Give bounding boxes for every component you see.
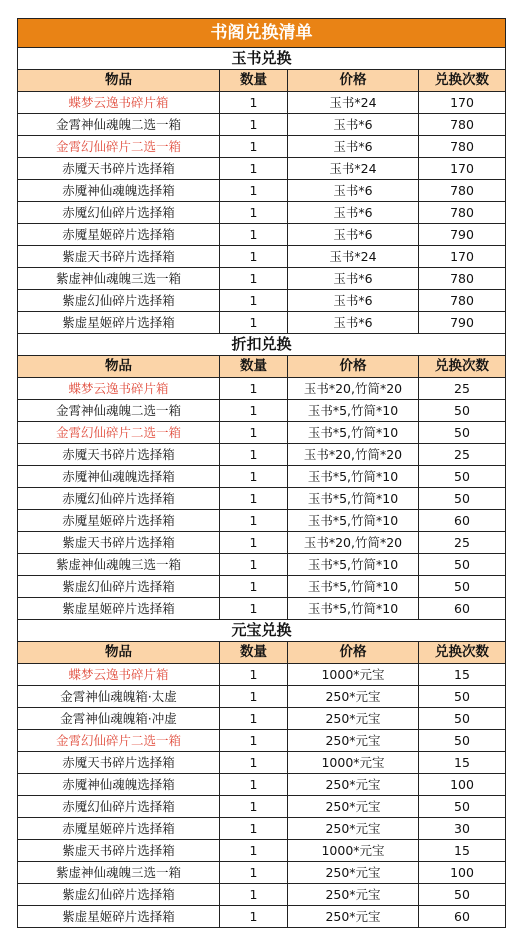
cell-exchange-count: 780	[419, 136, 506, 158]
section-title-row	[18, 48, 506, 70]
cell-price: 玉书*5,竹简*10	[288, 422, 419, 444]
table-row	[18, 862, 506, 884]
cell-quantity: 1	[220, 202, 288, 224]
table-row	[18, 312, 506, 334]
column-header-quantity: 数量	[220, 356, 288, 378]
cell-quantity: 1	[220, 576, 288, 598]
cell-quantity: 1	[220, 444, 288, 466]
cell-exchange-count: 15	[419, 840, 506, 862]
cell-exchange-count: 170	[419, 246, 506, 268]
cell-item-name: 赤魇星姬碎片选择箱	[18, 224, 220, 246]
cell-item-name: 紫虚天书碎片选择箱	[18, 246, 220, 268]
cell-price: 玉书*20,竹简*20	[288, 532, 419, 554]
cell-quantity: 1	[220, 884, 288, 906]
cell-exchange-count: 100	[419, 862, 506, 884]
cell-exchange-count: 50	[419, 400, 506, 422]
table-row	[18, 378, 506, 400]
cell-price: 250*元宝	[288, 862, 419, 884]
cell-exchange-count: 170	[419, 92, 506, 114]
column-header-row	[18, 70, 506, 92]
column-header-row	[18, 642, 506, 664]
table-row	[18, 114, 506, 136]
cell-exchange-count: 60	[419, 598, 506, 620]
cell-item-name: 赤魇星姬碎片选择箱	[18, 510, 220, 532]
cell-quantity: 1	[220, 268, 288, 290]
cell-price: 250*元宝	[288, 686, 419, 708]
cell-item-name: 紫虚幻仙碎片选择箱	[18, 576, 220, 598]
cell-price: 玉书*24	[288, 246, 419, 268]
table-row	[18, 884, 506, 906]
cell-price: 玉书*5,竹简*10	[288, 576, 419, 598]
table-row	[18, 488, 506, 510]
cell-exchange-count: 50	[419, 686, 506, 708]
table-row	[18, 246, 506, 268]
cell-exchange-count: 780	[419, 268, 506, 290]
column-header-item-name: 物品	[18, 70, 220, 92]
cell-price: 玉书*6	[288, 136, 419, 158]
table-row	[18, 224, 506, 246]
column-header-price: 价格	[288, 642, 419, 664]
cell-price: 玉书*5,竹简*10	[288, 554, 419, 576]
cell-quantity: 1	[220, 180, 288, 202]
cell-exchange-count: 50	[419, 422, 506, 444]
page-title: 书阁兑换清单	[18, 19, 506, 48]
column-header-price: 价格	[288, 70, 419, 92]
cell-price: 玉书*6	[288, 268, 419, 290]
cell-exchange-count: 790	[419, 312, 506, 334]
table-row	[18, 554, 506, 576]
cell-item-name: 紫虚星姬碎片选择箱	[18, 906, 220, 928]
cell-exchange-count: 780	[419, 114, 506, 136]
title-row	[18, 19, 506, 48]
cell-item-name: 紫虚神仙魂魄三选一箱	[18, 268, 220, 290]
cell-exchange-count: 25	[419, 444, 506, 466]
table-row	[18, 202, 506, 224]
cell-exchange-count: 60	[419, 906, 506, 928]
section-title: 折扣兑换	[18, 334, 506, 356]
cell-quantity: 1	[220, 246, 288, 268]
cell-item-name: 金霄神仙魂魄二选一箱	[18, 400, 220, 422]
table-row	[18, 422, 506, 444]
cell-quantity: 1	[220, 730, 288, 752]
cell-exchange-count: 780	[419, 180, 506, 202]
cell-price: 250*元宝	[288, 884, 419, 906]
cell-item-name: 金霄神仙魂魄箱·太虚	[18, 686, 220, 708]
cell-exchange-count: 780	[419, 202, 506, 224]
table-row	[18, 444, 506, 466]
cell-item-name: 赤魇神仙魂魄选择箱	[18, 774, 220, 796]
cell-item-name: 赤魇幻仙碎片选择箱	[18, 488, 220, 510]
cell-item-name: 金霄幻仙碎片二选一箱	[18, 422, 220, 444]
cell-price: 玉书*24	[288, 92, 419, 114]
cell-quantity: 1	[220, 114, 288, 136]
cell-price: 玉书*6	[288, 312, 419, 334]
cell-quantity: 1	[220, 224, 288, 246]
section-title: 玉书兑换	[18, 48, 506, 70]
cell-exchange-count: 50	[419, 576, 506, 598]
table-row	[18, 268, 506, 290]
cell-price: 1000*元宝	[288, 752, 419, 774]
cell-item-name: 金霄幻仙碎片二选一箱	[18, 136, 220, 158]
cell-exchange-count: 50	[419, 884, 506, 906]
cell-quantity: 1	[220, 532, 288, 554]
cell-quantity: 1	[220, 466, 288, 488]
cell-exchange-count: 60	[419, 510, 506, 532]
table-row	[18, 466, 506, 488]
cell-item-name: 蝶梦云逸书碎片箱	[18, 378, 220, 400]
cell-price: 玉书*5,竹简*10	[288, 400, 419, 422]
table-row	[18, 752, 506, 774]
cell-quantity: 1	[220, 554, 288, 576]
table-row	[18, 158, 506, 180]
cell-price: 玉书*5,竹简*10	[288, 510, 419, 532]
table-row	[18, 180, 506, 202]
column-header-price: 价格	[288, 356, 419, 378]
cell-item-name: 紫虚幻仙碎片选择箱	[18, 884, 220, 906]
table-row	[18, 400, 506, 422]
cell-price: 250*元宝	[288, 730, 419, 752]
cell-item-name: 赤魇天书碎片选择箱	[18, 158, 220, 180]
cell-price: 250*元宝	[288, 906, 419, 928]
cell-quantity: 1	[220, 708, 288, 730]
cell-exchange-count: 50	[419, 708, 506, 730]
column-header-item-name: 物品	[18, 642, 220, 664]
cell-price: 玉书*6	[288, 202, 419, 224]
table-row	[18, 840, 506, 862]
column-header-quantity: 数量	[220, 70, 288, 92]
column-header-exchange-count: 兑换次数	[419, 70, 506, 92]
cell-quantity: 1	[220, 840, 288, 862]
cell-price: 玉书*5,竹简*10	[288, 466, 419, 488]
cell-exchange-count: 30	[419, 818, 506, 840]
cell-quantity: 1	[220, 818, 288, 840]
cell-item-name: 紫虚天书碎片选择箱	[18, 532, 220, 554]
section-title-row	[18, 334, 506, 356]
table-row	[18, 136, 506, 158]
cell-price: 玉书*24	[288, 158, 419, 180]
exchange-table	[17, 18, 506, 928]
cell-quantity: 1	[220, 686, 288, 708]
cell-item-name: 赤魇幻仙碎片选择箱	[18, 796, 220, 818]
table-row	[18, 796, 506, 818]
cell-item-name: 紫虚神仙魂魄三选一箱	[18, 862, 220, 884]
table-row	[18, 290, 506, 312]
cell-quantity: 1	[220, 752, 288, 774]
cell-quantity: 1	[220, 774, 288, 796]
table-row	[18, 510, 506, 532]
section-title: 元宝兑换	[18, 620, 506, 642]
table-row	[18, 730, 506, 752]
cell-price: 玉书*5,竹简*10	[288, 488, 419, 510]
cell-quantity: 1	[220, 378, 288, 400]
cell-exchange-count: 15	[419, 752, 506, 774]
table-row	[18, 686, 506, 708]
cell-item-name: 紫虚星姬碎片选择箱	[18, 598, 220, 620]
cell-quantity: 1	[220, 136, 288, 158]
cell-item-name: 赤魇星姬碎片选择箱	[18, 818, 220, 840]
cell-exchange-count: 50	[419, 730, 506, 752]
cell-price: 250*元宝	[288, 774, 419, 796]
cell-item-name: 赤魇神仙魂魄选择箱	[18, 180, 220, 202]
cell-item-name: 紫虚幻仙碎片选择箱	[18, 290, 220, 312]
cell-quantity: 1	[220, 422, 288, 444]
table-row	[18, 532, 506, 554]
cell-exchange-count: 100	[419, 774, 506, 796]
cell-price: 玉书*6	[288, 180, 419, 202]
cell-quantity: 1	[220, 92, 288, 114]
cell-price: 玉书*5,竹简*10	[288, 598, 419, 620]
cell-price: 250*元宝	[288, 796, 419, 818]
cell-price: 玉书*6	[288, 224, 419, 246]
table-row	[18, 664, 506, 686]
cell-price: 玉书*20,竹简*20	[288, 444, 419, 466]
cell-item-name: 金霄幻仙碎片二选一箱	[18, 730, 220, 752]
cell-exchange-count: 50	[419, 796, 506, 818]
table-row	[18, 708, 506, 730]
cell-quantity: 1	[220, 290, 288, 312]
cell-exchange-count: 25	[419, 532, 506, 554]
cell-price: 玉书*6	[288, 290, 419, 312]
cell-item-name: 蝶梦云逸书碎片箱	[18, 92, 220, 114]
cell-item-name: 紫虚神仙魂魄三选一箱	[18, 554, 220, 576]
cell-price: 玉书*6	[288, 114, 419, 136]
cell-quantity: 1	[220, 796, 288, 818]
cell-quantity: 1	[220, 906, 288, 928]
column-header-exchange-count: 兑换次数	[419, 356, 506, 378]
column-header-item-name: 物品	[18, 356, 220, 378]
cell-quantity: 1	[220, 598, 288, 620]
cell-exchange-count: 170	[419, 158, 506, 180]
cell-price: 1000*元宝	[288, 664, 419, 686]
cell-quantity: 1	[220, 664, 288, 686]
cell-quantity: 1	[220, 488, 288, 510]
table-row	[18, 92, 506, 114]
cell-item-name: 蝶梦云逸书碎片箱	[18, 664, 220, 686]
column-header-row	[18, 356, 506, 378]
cell-exchange-count: 50	[419, 466, 506, 488]
cell-exchange-count: 25	[419, 378, 506, 400]
table-row	[18, 598, 506, 620]
cell-item-name: 赤魇神仙魂魄选择箱	[18, 466, 220, 488]
cell-quantity: 1	[220, 312, 288, 334]
cell-price: 玉书*20,竹简*20	[288, 378, 419, 400]
cell-price: 250*元宝	[288, 818, 419, 840]
cell-item-name: 金霄神仙魂魄箱·冲虚	[18, 708, 220, 730]
table-row	[18, 774, 506, 796]
cell-exchange-count: 50	[419, 554, 506, 576]
cell-item-name: 紫虚星姬碎片选择箱	[18, 312, 220, 334]
table-row	[18, 576, 506, 598]
cell-quantity: 1	[220, 400, 288, 422]
column-header-exchange-count: 兑换次数	[419, 642, 506, 664]
cell-item-name: 金霄神仙魂魄二选一箱	[18, 114, 220, 136]
cell-item-name: 赤魇天书碎片选择箱	[18, 444, 220, 466]
cell-price: 1000*元宝	[288, 840, 419, 862]
cell-exchange-count: 790	[419, 224, 506, 246]
cell-exchange-count: 50	[419, 488, 506, 510]
cell-quantity: 1	[220, 862, 288, 884]
section-title-row	[18, 620, 506, 642]
cell-exchange-count: 15	[419, 664, 506, 686]
cell-item-name: 赤魇天书碎片选择箱	[18, 752, 220, 774]
cell-quantity: 1	[220, 158, 288, 180]
table-row	[18, 818, 506, 840]
cell-exchange-count: 780	[419, 290, 506, 312]
cell-item-name: 赤魇幻仙碎片选择箱	[18, 202, 220, 224]
table-row	[18, 906, 506, 928]
cell-quantity: 1	[220, 510, 288, 532]
column-header-quantity: 数量	[220, 642, 288, 664]
cell-item-name: 紫虚天书碎片选择箱	[18, 840, 220, 862]
cell-price: 250*元宝	[288, 708, 419, 730]
